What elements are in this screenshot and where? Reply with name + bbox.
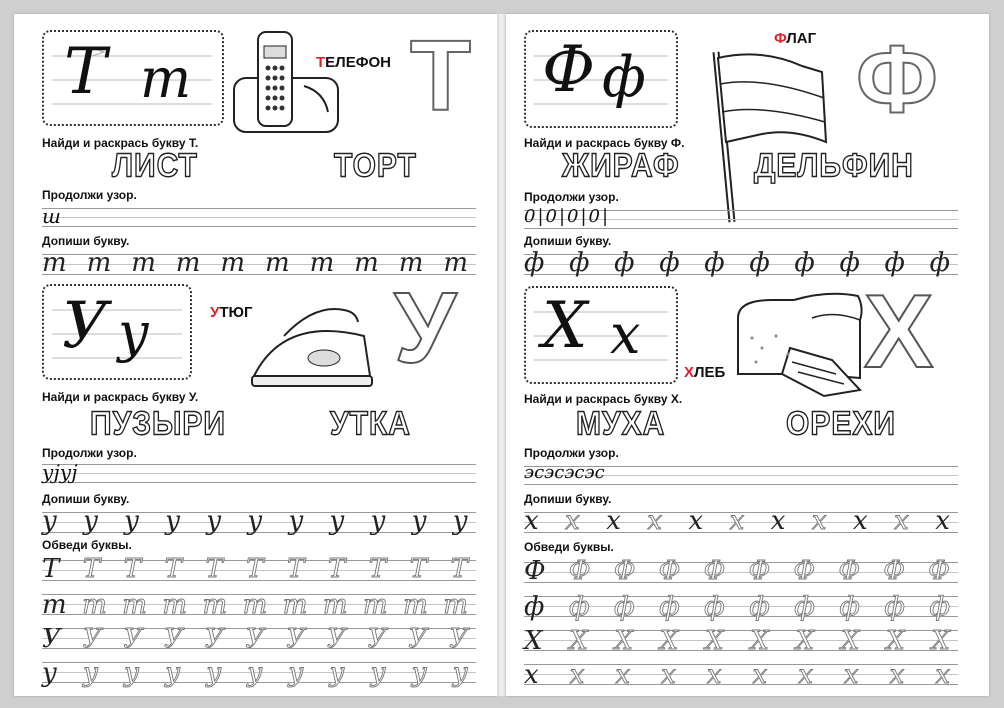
letter-upper-f: Ф bbox=[542, 33, 596, 107]
letter-upper-u: У bbox=[62, 289, 109, 363]
trace-glyph: Ф bbox=[838, 556, 861, 586]
trace-glyph: т bbox=[443, 590, 468, 620]
trace-glyph: ф bbox=[749, 592, 770, 622]
trace-glyph: Т bbox=[409, 554, 428, 584]
pattern-label-f: Продолжи узор. bbox=[524, 190, 619, 204]
sample-glyph: у bbox=[42, 506, 58, 536]
sample-glyph: ф bbox=[704, 248, 725, 278]
sample-glyph: Х bbox=[524, 626, 543, 656]
trace-glyph: У bbox=[286, 624, 306, 654]
trace-glyph: Ф bbox=[793, 556, 816, 586]
sample-glyph: у bbox=[288, 506, 304, 536]
trace-glyph: у bbox=[329, 658, 345, 688]
trace-glyph: ф bbox=[884, 592, 905, 622]
trace-glyph: Х bbox=[614, 626, 634, 656]
sample-glyph: т bbox=[398, 248, 424, 278]
trace-glyph: У bbox=[164, 624, 183, 654]
sample-glyph: т bbox=[220, 248, 246, 278]
sample-glyph: у bbox=[452, 506, 468, 536]
trace-glyph: х bbox=[889, 660, 905, 690]
trace-glyph: х bbox=[843, 660, 859, 690]
trace-glyph: Х bbox=[840, 626, 860, 656]
letter-box-h bbox=[524, 286, 678, 384]
letter-upper-t: Т bbox=[64, 35, 107, 109]
sample-glyph: ф bbox=[929, 248, 950, 278]
word-mukha: МУХА bbox=[576, 406, 666, 443]
trace-glyph: Х bbox=[705, 626, 724, 656]
trace-glyph: У bbox=[82, 624, 102, 654]
trace-glyph: ф bbox=[794, 592, 815, 622]
pattern-sample-f: 0|0|0|0| bbox=[524, 206, 611, 227]
trace-glyph: У bbox=[408, 624, 428, 654]
trace-glyph: Ф bbox=[613, 556, 636, 586]
trace-glyph: т bbox=[82, 590, 107, 620]
trace-glyph: х bbox=[811, 506, 827, 536]
sample-glyph: х bbox=[770, 506, 786, 536]
pattern-lines-h bbox=[524, 464, 958, 486]
sample-glyph: У bbox=[42, 624, 61, 654]
sample-glyph: ф bbox=[749, 248, 770, 278]
trace-glyph: Ф bbox=[748, 556, 771, 586]
big-letter-h: Х bbox=[864, 274, 934, 390]
sample-glyph: х bbox=[688, 506, 704, 536]
trace-glyph: т bbox=[242, 590, 268, 620]
trace-row-upper-u bbox=[42, 626, 476, 652]
sample-glyph: ф bbox=[839, 248, 860, 278]
trace-glyph: ф bbox=[839, 592, 860, 622]
trace-glyph: х bbox=[661, 660, 676, 690]
pattern-sample-u: уjуj bbox=[42, 460, 78, 484]
trace-glyph: Х bbox=[795, 626, 815, 656]
sample-glyph: у bbox=[83, 506, 99, 536]
big-letter-f: Ф bbox=[856, 26, 938, 133]
trace-glyph: Т bbox=[328, 554, 346, 584]
big-letter-u: У bbox=[394, 272, 457, 384]
trace-glyph: У bbox=[123, 624, 143, 654]
trace-glyph: Х bbox=[659, 626, 679, 656]
trace-glyph: У bbox=[204, 624, 224, 654]
sample-glyph: у bbox=[165, 506, 181, 536]
word-tort: ТОРТ bbox=[334, 148, 417, 185]
picture-caption-f: ФЛАГ bbox=[774, 30, 817, 47]
trace-glyph: т bbox=[202, 590, 228, 620]
trace-glyph: х bbox=[565, 506, 580, 536]
word-puzyri: ПУЗЫРИ bbox=[90, 406, 226, 443]
pattern-sample-h: эсэсэсэс bbox=[524, 462, 605, 483]
trace-label-right: Обведи буквы. bbox=[524, 540, 614, 554]
find-label-f: Найди и раскрась букву Ф. bbox=[524, 136, 685, 150]
trace-glyph: х bbox=[615, 660, 631, 690]
trace-glyph: у bbox=[411, 658, 427, 688]
trace-glyph: х bbox=[647, 506, 663, 536]
word-list: ЛИСТ bbox=[112, 148, 198, 185]
picture-caption-u: УТЮГ bbox=[210, 304, 253, 321]
trace-glyph: Т bbox=[368, 554, 387, 584]
sample-glyph: т bbox=[443, 248, 468, 278]
letter-upper-h: Х bbox=[542, 289, 588, 363]
sample-glyph: т bbox=[175, 248, 201, 278]
sample-glyph: ф bbox=[659, 248, 680, 278]
sample-glyph: Т bbox=[42, 554, 60, 584]
sample-glyph: т bbox=[42, 248, 67, 278]
find-label-u: Найди и раскрась букву У. bbox=[42, 390, 199, 404]
sample-glyph: ф bbox=[884, 248, 905, 278]
word-zhiraf: ЖИРАФ bbox=[562, 148, 680, 185]
sample-glyph: у bbox=[124, 506, 140, 536]
pattern-label-t: Продолжи узор. bbox=[42, 188, 137, 202]
trace-glyph: Ф bbox=[928, 556, 950, 586]
sample-glyph: ф bbox=[794, 248, 815, 278]
trace-glyph: х bbox=[798, 660, 813, 690]
pattern-label-h: Продолжи узор. bbox=[524, 446, 619, 460]
sample-glyph: х bbox=[606, 506, 621, 536]
trace-glyph: Т bbox=[164, 554, 182, 584]
pattern-lines-f bbox=[524, 208, 958, 230]
trace-glyph: у bbox=[247, 658, 263, 688]
trace-row-lower-t bbox=[42, 592, 476, 618]
trace-row-lower-h bbox=[524, 662, 958, 688]
trace-glyph: ф bbox=[659, 592, 680, 622]
sample-glyph: ф bbox=[524, 248, 545, 278]
write-label-t: Допиши букву. bbox=[42, 234, 130, 248]
write-label-u: Допиши букву. bbox=[42, 492, 130, 506]
word-delfin: ДЕЛЬФИН bbox=[754, 148, 914, 185]
trace-glyph: у bbox=[288, 658, 304, 688]
trace-glyph: Х bbox=[750, 626, 769, 656]
write-label-h: Допиши букву. bbox=[524, 492, 612, 506]
write-label-f: Допиши букву. bbox=[524, 234, 612, 248]
pattern-sample-t: ш bbox=[42, 204, 61, 228]
trace-glyph: ф bbox=[704, 592, 725, 622]
letter-lower-h: х bbox=[610, 303, 641, 366]
sample-glyph: Ф bbox=[524, 556, 546, 586]
trace-glyph: т bbox=[363, 590, 388, 620]
letter-box-f bbox=[524, 30, 678, 128]
trace-glyph: у bbox=[370, 658, 386, 688]
trace-glyph: х bbox=[706, 660, 722, 690]
trace-glyph: у bbox=[83, 658, 99, 688]
trace-glyph: Т bbox=[123, 554, 142, 584]
trace-glyph: ф bbox=[929, 592, 950, 622]
sample-glyph: х bbox=[853, 506, 868, 536]
letter-lower-f: ф bbox=[602, 45, 646, 110]
trace-row-upper-t bbox=[42, 556, 476, 582]
write-row-u bbox=[42, 508, 476, 534]
sample-glyph: т bbox=[309, 248, 335, 278]
sample-glyph: у bbox=[329, 506, 345, 536]
iron-icon bbox=[244, 296, 384, 396]
sample-glyph: у bbox=[247, 506, 263, 536]
sample-glyph: т bbox=[264, 248, 290, 278]
trace-glyph: Х bbox=[886, 626, 905, 656]
pattern-label-u: Продолжи узор. bbox=[42, 446, 137, 460]
word-utka: УТКА bbox=[330, 406, 411, 443]
sample-glyph: ф bbox=[524, 592, 545, 622]
picture-caption-h: ХЛЕБ bbox=[684, 364, 726, 381]
flag-icon bbox=[702, 42, 832, 228]
write-row-h bbox=[524, 508, 958, 534]
sample-glyph: х bbox=[935, 506, 950, 536]
trace-glyph: х bbox=[935, 660, 950, 690]
telephone-icon bbox=[228, 26, 344, 138]
trace-glyph: Т bbox=[450, 554, 468, 584]
trace-glyph: У bbox=[449, 624, 468, 654]
sample-glyph: у bbox=[206, 506, 222, 536]
find-label-h: Найди и раскрась букву Х. bbox=[524, 392, 683, 406]
trace-label-left: Обведи буквы. bbox=[42, 538, 132, 552]
trace-glyph: х bbox=[569, 660, 585, 690]
picture-caption-t: ТЕЛЕФОН bbox=[316, 54, 392, 71]
bread-icon bbox=[732, 278, 868, 402]
trace-glyph: Т bbox=[205, 554, 223, 584]
sample-glyph: т bbox=[131, 248, 156, 278]
trace-glyph: у bbox=[165, 658, 181, 688]
trace-glyph: у bbox=[452, 658, 468, 688]
page-gutter bbox=[497, 14, 506, 696]
pattern-lines-u bbox=[42, 462, 476, 484]
trace-row-lower-u bbox=[42, 660, 476, 686]
trace-glyph: т bbox=[162, 590, 188, 620]
letter-box-u bbox=[42, 284, 192, 380]
sample-glyph: т bbox=[354, 248, 379, 278]
find-label-t: Найди и раскрась букву Т. bbox=[42, 136, 199, 150]
sample-glyph: х bbox=[524, 506, 539, 536]
sample-glyph: х bbox=[524, 660, 539, 690]
trace-glyph: у bbox=[206, 658, 222, 688]
trace-glyph: Х bbox=[569, 626, 588, 656]
trace-glyph: Ф bbox=[568, 556, 591, 586]
big-letter-t: Т bbox=[410, 20, 472, 132]
sample-glyph: ф bbox=[569, 248, 590, 278]
trace-glyph: т bbox=[122, 590, 147, 620]
sample-glyph: ф bbox=[614, 248, 635, 278]
trace-glyph: У bbox=[367, 624, 387, 654]
trace-row-lower-f bbox=[524, 594, 958, 620]
trace-row-upper-f bbox=[524, 558, 958, 584]
letter-lower-t: т bbox=[140, 47, 192, 110]
trace-rows-right bbox=[524, 558, 958, 696]
sample-glyph: т bbox=[86, 248, 112, 278]
trace-glyph: Ф bbox=[883, 556, 905, 586]
trace-glyph: т bbox=[403, 590, 428, 620]
trace-glyph: Т bbox=[82, 554, 101, 584]
trace-row-upper-h bbox=[524, 628, 958, 654]
sample-glyph: у bbox=[411, 506, 427, 536]
trace-glyph: т bbox=[322, 590, 348, 620]
trace-glyph: х bbox=[729, 506, 745, 536]
right-page bbox=[506, 14, 989, 696]
trace-rows-left bbox=[42, 556, 476, 696]
sample-glyph: т bbox=[42, 590, 67, 620]
write-row-f bbox=[524, 250, 958, 276]
trace-glyph: Ф bbox=[703, 556, 726, 586]
sample-glyph: у bbox=[42, 658, 58, 688]
pattern-lines-t bbox=[42, 206, 476, 228]
trace-glyph: У bbox=[245, 624, 265, 654]
letter-lower-u: у bbox=[118, 301, 150, 364]
word-orekhi: ОРЕХИ bbox=[786, 406, 896, 443]
trace-glyph: Т bbox=[287, 554, 305, 584]
trace-glyph: ф bbox=[569, 592, 590, 622]
trace-glyph: У bbox=[327, 624, 346, 654]
trace-glyph: Т bbox=[246, 554, 264, 584]
left-page bbox=[14, 14, 497, 696]
sample-glyph: у bbox=[370, 506, 386, 536]
write-lines-u bbox=[42, 508, 476, 536]
trace-glyph: х bbox=[752, 660, 768, 690]
trace-glyph: Ф bbox=[658, 556, 681, 586]
trace-glyph: у bbox=[124, 658, 140, 688]
write-lines-h bbox=[524, 508, 958, 536]
letter-box-t bbox=[42, 30, 224, 126]
trace-glyph: Х bbox=[931, 626, 950, 656]
trace-glyph: т bbox=[282, 590, 308, 620]
trace-glyph: ф bbox=[614, 592, 635, 622]
trace-glyph: х bbox=[894, 506, 909, 536]
